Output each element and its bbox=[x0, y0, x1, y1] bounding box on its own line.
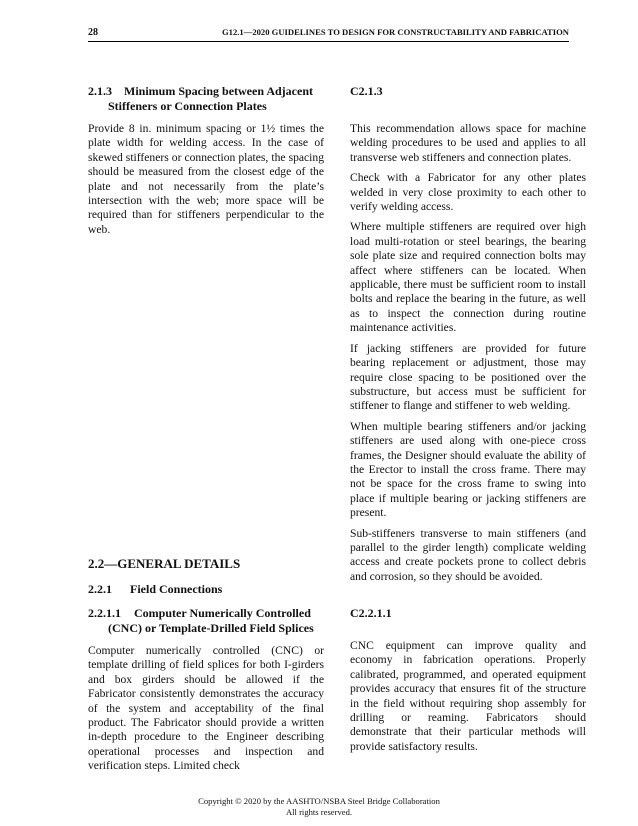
page-number: 28 bbox=[88, 27, 98, 38]
section-2-2-heading: 2.2—GENERAL DETAILS bbox=[88, 556, 241, 571]
section-title-line1: Minimum Spacing between Adjacent bbox=[124, 84, 313, 98]
section-number: 2.2.1 bbox=[88, 582, 112, 596]
commentary-paragraph: When multiple bearing stiffeners and/or jacking stiffeners are used along with one-piece cross frames, the Designer should evaluate the ability of the Erector to install the cross frame. There may not be space for the cross frame to swing into place if multiple bearing or jacking stiffeners are present. bbox=[350, 419, 586, 520]
copyright-line: Copyright © 2020 by the AASHTO/NSBA Steel Bridge Collaboration bbox=[198, 796, 440, 806]
commentary-label: C2.1.3 bbox=[350, 84, 383, 98]
section-2-2-1-1 bbox=[88, 606, 324, 780]
commentary-body: CNC equipment can improve quality and economy in fabrication operations. Properly calibrated, programmed, and operated equipment provides accuracy that ensures fit of the structure in the field without requiring shop assembly for drilling or reaming. Fabricators should demonstrate that their particular methods will provide satisfactory results. bbox=[350, 639, 586, 753]
running-header: G12.1—2020 GUIDELINES TO DESIGN FOR CONSTRUCTABILITY AND FABRICATION bbox=[222, 27, 569, 37]
rights-line: All rights reserved. bbox=[285, 807, 353, 817]
section-2-1-3-body: Provide 8 in. minimum spacing or 1½ times the plate width for welding access. In the case of skewed stiffeners or connection plates, the spacing should be measured from the closest edge of the plate and not necessarily from the plate’s intersection with the web; more space will be required than for stiffeners perpendicular to the web. bbox=[88, 122, 324, 236]
section-number: 2.1.3 bbox=[88, 84, 112, 98]
commentary-paragraph: If jacking stiffeners are provided for future bearing replacement or adjustment, those may require close spacing to be positioned over the substructure, but access must be sufficient for stiffener to flange and stiffener to web welding. bbox=[350, 341, 586, 413]
commentary-c2-1-3 bbox=[350, 84, 586, 590]
section-2-1-3-heading bbox=[88, 84, 324, 114]
section-2-1-3 bbox=[88, 84, 324, 243]
section-title-line2: (CNC) or Template-Drilled Field Splices bbox=[108, 621, 314, 635]
footer bbox=[0, 796, 638, 818]
section-title: Field Connections bbox=[130, 582, 223, 596]
section-2-2-1-1-heading bbox=[88, 606, 324, 636]
commentary-paragraph: Check with a Fabricator for any other plates welded in very close proximity to each other to verify welding access. bbox=[350, 171, 586, 214]
commentary-paragraph: Where multiple stiffeners are required over high load multi-rotation or steel bearings, the bearing sole plate size and required connection bolts may affect where stiffeners can be located. When applicable, there must be sufficient room to install bolts and replace the bearing in the future, as well as to inspect the connection during routine maintenance activities. bbox=[350, 220, 586, 335]
commentary-c2-2-1-1 bbox=[350, 606, 586, 760]
section-2-2-1-1-body: Computer numerically controlled (CNC) or template drilling of field splices for both I-girders and box girders should be allowed if the Fabricator consistently demonstrates the accuracy of the system and acceptability of the final product. The Fabricator should provide a written in-depth procedure to the Engineer describing operational processes and inspection and verification steps. Limited check bbox=[88, 644, 324, 773]
section-2-2-1-heading bbox=[88, 582, 222, 597]
commentary-paragraph: This recommendation allows space for machine welding procedures to be used and applies to all transverse web stiffeners and connection plates. bbox=[350, 122, 586, 164]
header-rule bbox=[88, 41, 569, 42]
section-title-line2: Stiffeners or Connection Plates bbox=[108, 99, 267, 113]
commentary-label: C2.2.1.1 bbox=[350, 606, 392, 620]
section-title-line1: Computer Numerically Controlled bbox=[134, 606, 311, 620]
section-number: 2.2.1.1 bbox=[88, 606, 121, 620]
commentary-paragraph: Sub-stiffeners transverse to main stiffeners (and parallel to the girder length) complicate welding access and create pockets prone to collect debris and corrosion, so they should be avoided. bbox=[350, 526, 586, 583]
